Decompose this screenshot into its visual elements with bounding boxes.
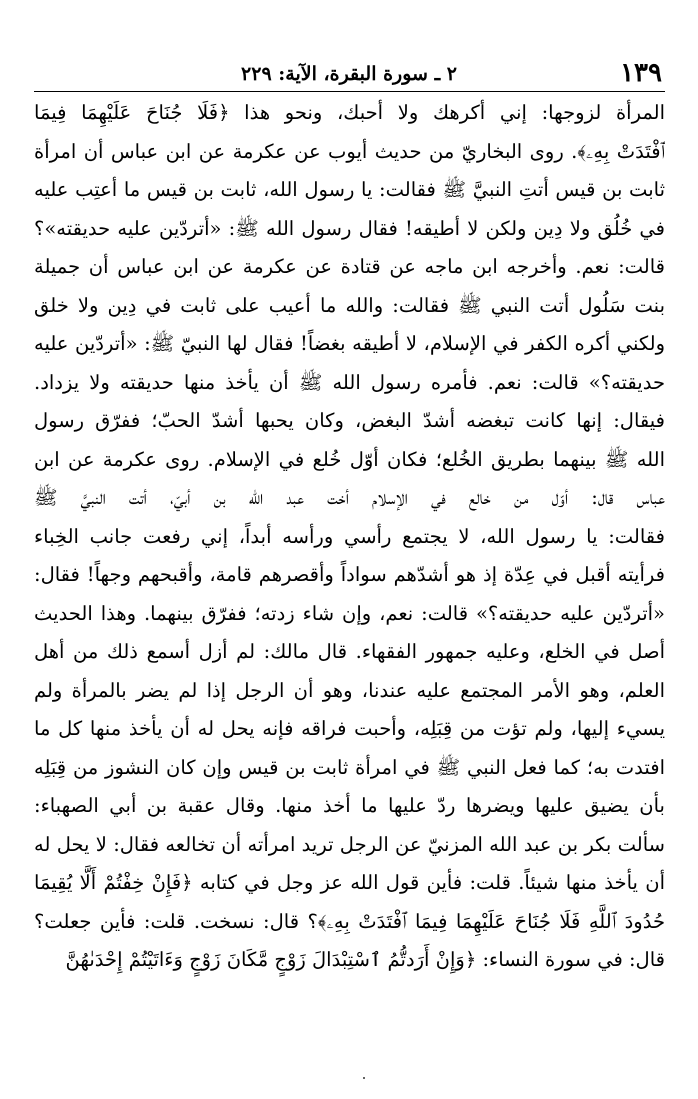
text-line: ولكني أكره الكفر في الإسلام، لا أطيقه بغضاً! فقال لها النبيّ ﷺ: «أتردّين عليه xyxy=(34,332,665,355)
text-line: «أتردّين عليه حديقته؟» قالت: نعم، وإن شاء زدته؛ ففرّق بينهما. وهذا الحديث xyxy=(34,601,665,625)
text-line: ثابت بن قيس أتتِ النبيَّ ﷺ فقالت: يا رسول الله، ثابت بن قيس ما أعتِب عليه xyxy=(34,178,665,201)
text-line: أن يأخذ منها شيئاً. قلت: فأين قول الله عز وجل في كتابه ﴿فَإِنْ خِفْتُمْ أَلَّا يُقِيمَا xyxy=(34,871,665,894)
text-line: عباس قال: أوّل من خالع في الإسلام أخت عبد الله بن أبيّ، أتت النبيَّ ﷺ xyxy=(34,486,665,509)
text-line: فقالت: يا رسول الله، لا يجتمع رأسي ورأسه أبداً، إني رفعت جانب الخِباء xyxy=(34,524,665,548)
header-rule xyxy=(34,91,665,92)
text-line: في خُلُق ولا دِين ولكن لا أطيقه! فقال رسول الله ﷺ: «أتردّين عليه حديقته»؟ xyxy=(34,216,665,240)
text-line: يسيء إليها، ولم تؤت من قِبَلِه، وأحبت فراقه فإنه يحل له أن يأخذ منها كل ما xyxy=(34,717,665,740)
text-line: المرأة لزوجها: إني أكرهك ولا أحبك، ونحو هذا ﴿فَلَا جُنَاحَ عَلَيْهِمَا فِيمَا xyxy=(34,101,665,124)
text-line: افتدت به؛ كما فعل النبي ﷺ في امرأة ثابت بن قيس وإن كان النشوز من قِبَلِه xyxy=(34,755,665,779)
page-header xyxy=(30,52,668,92)
text-line: فيقال: إنها كانت تبغضه أشدّ البغض، وكان يحبها أشدّ الحبّ؛ ففرّق رسول xyxy=(34,409,665,432)
page-number: ١٣٩ xyxy=(620,58,662,88)
text-line: حُدُودَ ٱللَّهِ فَلَا جُنَاحَ عَلَيْهِمَا فِيمَا ٱفْتَدَتْ بِهِۦ﴾؟ قال: نسخت. قلت: فأين جعلت؟ xyxy=(34,909,665,933)
running-title: ٢ ـ سورة البقرة، الآية: ٢٢٩ xyxy=(241,63,457,85)
text-line: أصل في الخلع، وعليه جمهور الفقهاء. قال مالك: لم أزل أسمع ذلك من أهل xyxy=(34,640,665,663)
text-line: سألت بكر بن عبد الله المزنيّ عن الرجل تريد امرأته أن تخالعه فقال: لا يحل له xyxy=(34,832,665,856)
text-line: العلم، وهو الأمر المجتمع عليه عندنا، وهو أن الرجل إذا لم يضر بالمرأة ولم xyxy=(34,678,665,702)
scan-speck xyxy=(363,1077,365,1079)
text-line: فرأيته أقبل في عِدّة إذ هو أشدّهم سواداً وأقصرهم قامة، وأقبحهم وجهاً! فقال: xyxy=(34,563,665,586)
text-line: قال: في سورة النساء: ﴿وَإِنْ أَرَدتُّمُ ٱسْتِبْدَالَ زَوْجٍ مَّكَانَ زَوْجٍ وَءَاتَيْتُمْ إِحْدَىٰهُنَّ xyxy=(65,948,665,971)
text-line: بنت سَلُول أتت النبي ﷺ فقالت: والله ما أعيب على ثابت في دِين ولا خلق xyxy=(34,293,665,317)
text-line: قالت: نعم. وأخرجه ابن ماجه عن قتادة عن عكرمة عن ابن عباس أن جميلة xyxy=(34,255,665,278)
text-line: ٱفْتَدَتْ بِهِۦ﴾. روى البخاريّ من حديث أيوب عن عكرمة عن ابن عباس أن امرأة xyxy=(34,139,665,163)
text-line: بأن يضيق عليها ويضرها ردّ عليها ما أخذ منها. وقال عقبة بن أبي الصهباء: xyxy=(34,794,665,817)
text-line: الله ﷺ بينهما بطريق الخُلع؛ فكان أوّل خُلع في الإسلام. روى عكرمة عن ابن xyxy=(34,447,665,471)
text-line: حديقته؟» قالت: نعم. فأمره رسول الله ﷺ أن يأخذ منها حديقته ولا يزداد. xyxy=(34,370,665,394)
body-text xyxy=(34,94,665,980)
